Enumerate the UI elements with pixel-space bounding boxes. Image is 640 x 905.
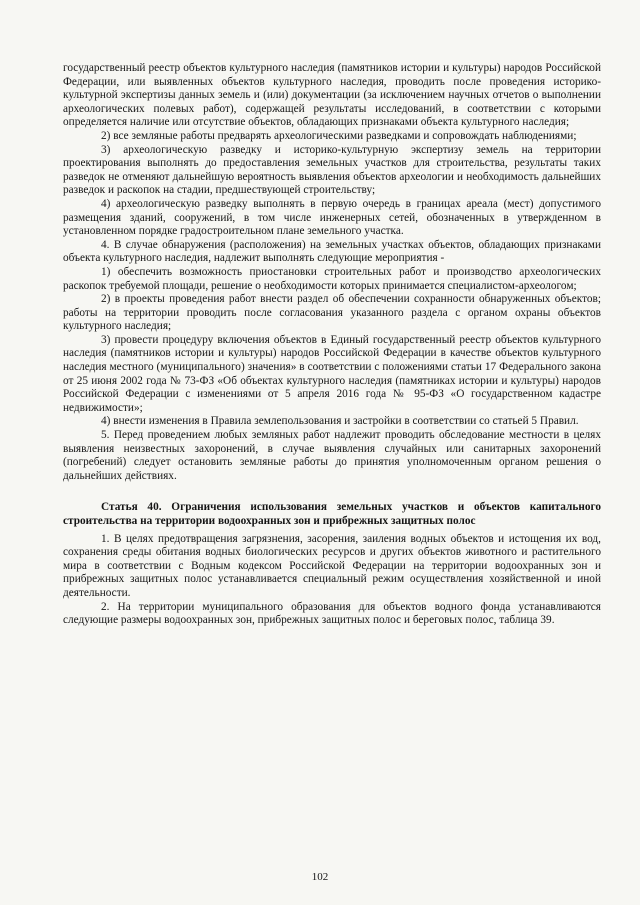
section-gap [63,483,601,501]
paragraph-8: 4) внести изменения в Правила землепользования и застройки в соответствии со статьей 5 Правил. [101,415,579,428]
paragraph-5: 1) обеспечить возможность приостановки строительных работ и производство археологических раскопок требуемой площади, решение о необходимости которых принимается специалистом-археологом; [63,265,601,292]
paragraph-1: 2) все земляные работы предварять археологическими разведками и сопровождать наблюдениями; [101,129,577,142]
paragraph-10: 1. В целях предотвращения загрязнения, засорения, заиления водных объектов и истощения их вод, сохранения среды обитания водных биологических ресурсов и других объектов животного и растительного мира в соответствии с Водным кодексом Российской Федерации на территории водоохранных зон и прибрежных защитных полос устанавливается специальный режим осуществления хозяйственной и иной деятельности. [63,532,601,599]
paragraphs-after [63,533,601,628]
paragraph-4: 4. В случае обнаружения (расположения) на земельных участках объектов, обладающих признаками объекта культурного наследия, надлежит выполнять следующие мероприятия - [63,238,601,265]
paragraph-11: 2. На территории муниципального образования для объектов водного фонда устанавливаются следующие размеры водоохранных зон, прибрежных защитных полос и береговых полос, таблица 39. [63,600,601,627]
document-page [63,62,601,628]
paragraph-2: 3) археологическую разведку и историко-культурную экспертизу земель на территории проектирования выполнять до предоставления земельных участков для строительства, результаты таких разведок не отменяют дальнейшую вероятность выявления объектов археологии и необходимость дальнейших разведок и раскопок на стадии, предшествующей строительству; [63,143,601,197]
article-heading: Статья 40. Ограничения использования земельных участков и объектов капитального строительства на территории водоохранных зон и прибрежных защитных полос [63,501,601,527]
paragraph-9: 5. Перед проведением любых земляных работ надлежит проводить обследование местности в целях выявления неизвестных захоронений, в случае выявления случайных или санитарных захоронений (погребений) следует остановить земляные работы до принятия уполномоченным органом решения о дальнейших действиях. [63,429,601,482]
paragraphs-before [63,62,601,483]
page-number: 102 [311,871,329,883]
paragraph-0: государственный реестр объектов культурного наследия (памятников истории и культуры) народов Российской Федерации, или выявленных объектов культурного наследия, проводить после проведения историко-культурной экспертизы данных земель и (или) документации (за исключением научных отчетов о выполнении археологических полевых работ), содержащей результаты исследований, в соответствии с которыми определяется наличие или отсутствие объектов, обладающих признаками объекта культурного наследия; [63,62,601,129]
paragraph-3: 4) археологическую разведку выполнять в первую очередь в границах ареала (мест) допустимого размещения зданий, сооружений, в том числе инженерных сетей, обозначенных в утвержденном в установленном порядке градостроительном плане земельного участка. [63,197,601,238]
paragraph-6: 2) в проекты проведения работ внести раздел об обеспечении сохранности обнаруженных объектов; работы на территории проводить после согласования указанного раздела с органом охраны объектов культурного наследия; [63,293,601,333]
paragraph-7: 3) провести процедуру включения объектов в Единый государственный реестр объектов культурного наследия (памятников истории и культуры) народов Российской Федерации в качестве объектов культурного наследия местного (муниципального) значения» в соответствии с положениями статьи 17 Федерального закона от 25 июня 2002 года № 73-ФЗ «Об объектах культурного наследия (памятниках истории и культуры) народов Российской Федерации с изменениями от 5 апреля 2016 года № 95-ФЗ «О государственном кадастре недвижимости»; [63,333,601,414]
